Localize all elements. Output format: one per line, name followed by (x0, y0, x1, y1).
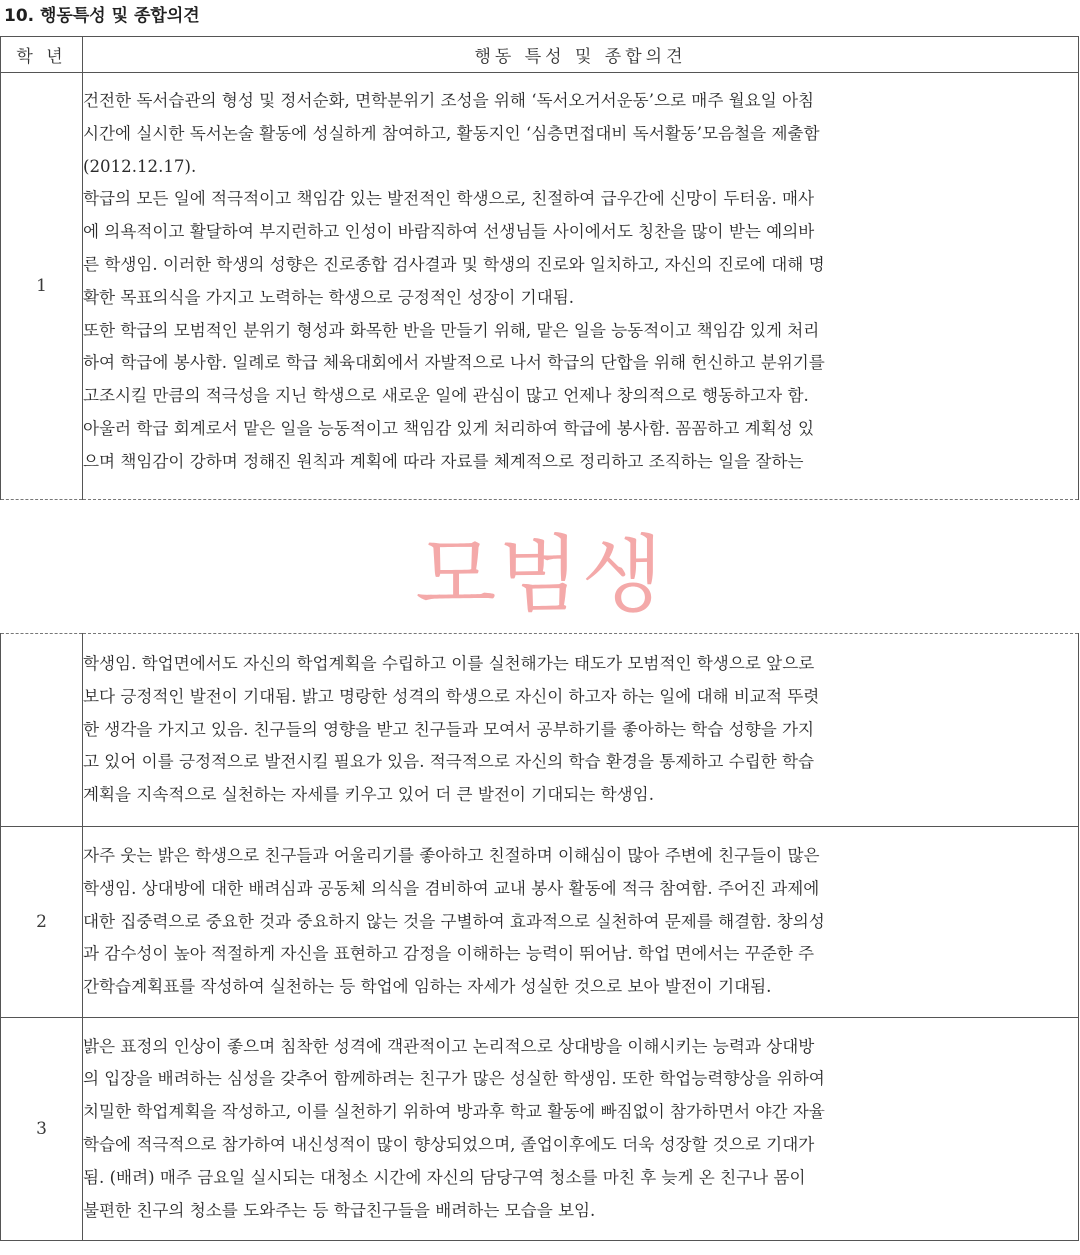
text-line: 으며 책임감이 강하며 정해진 원칙과 계획에 따라 자료를 체계적으로 정리하고 조직하는 일을 잘하는 (83, 451, 804, 471)
text-line: 불편한 친구의 청소를 도와주는 등 학급친구들을 배려하는 모습을 보임. (83, 1200, 596, 1220)
text-line: 확한 목표의식을 가지고 노력하는 학생으로 긍정적인 성장이 기대됨. (83, 287, 575, 307)
text-line: (2012.12.17). (83, 156, 197, 176)
text-line: 의 입장을 배려하는 심성을 갖추어 함께하려는 친구가 많은 성실한 학생임. 또한 학업능력향상을 위하여 (83, 1069, 825, 1089)
year-cell: 3 (1, 1018, 83, 1241)
year-column-header: 학 년 (1, 37, 83, 73)
table-row-continued (1, 634, 1079, 827)
table-row-year-1 (1, 73, 1079, 500)
text-line: 학급의 모든 일에 적극적이고 책임감 있는 발전적인 학생으로, 친절하여 급우간에 신망이 두터움. 매사 (83, 189, 815, 209)
text-line: 하여 학급에 봉사함. 일례로 학급 체육대회에서 자발적으로 나서 학급의 단합을 위해 헌신하고 분위기를 (83, 353, 825, 373)
table-header-row (1, 37, 1079, 73)
opinion-column-header: 행동 특성 및 종합의견 (83, 37, 1079, 73)
behavior-table-part-1 (0, 36, 1079, 500)
text-line: 아울러 학급 회계로서 맡은 일을 능동적이고 책임감 있게 처리하여 학급에 봉사함. 꼼꼼하고 계획성 있 (83, 418, 815, 438)
watermark-text: 모범생 (415, 526, 665, 624)
text-line: 에 의욕적이고 활달하여 부지런하고 인성이 바람직하여 선생님들 사이에서도 칭찬을 많이 받는 예의바 (83, 222, 815, 242)
text-line: 자주 웃는 밝은 학생으로 친구들과 어울리기를 좋아하고 친절하며 이해심이 많아 주변에 친구들이 많은 (83, 846, 820, 865)
text-line: 계획을 지속적으로 실천하는 자세를 키우고 있어 더 큰 발전이 기대되는 학생임. (83, 785, 654, 805)
text-line: 고 있어 이를 긍정적으로 발전시킬 필요가 있음. 적극적으로 자신의 학습 환경을 통제하고 수립한 학습 (83, 752, 815, 772)
text-line: 학습에 적극적으로 참가하여 내신성적이 많이 향상되었으며, 졸업이후에도 더욱 성장할 것으로 기대가 (83, 1135, 815, 1154)
text-line: 간학습계획표를 작성하여 실천하는 등 학업에 임하는 자세가 성실한 것으로 보아 발전이 기대됨. (83, 977, 772, 997)
behavior-table-part-2 (0, 633, 1079, 1241)
section-title: 10. 행동특성 및 종합의견 (4, 6, 200, 26)
opinion-cell (83, 1018, 1079, 1241)
text-line: 밝은 표정의 인상이 좋으며 침착한 성격에 객관적이고 논리적으로 상대방을 이해시키는 능력과 상대방 (83, 1036, 815, 1056)
opinion-cell (83, 634, 1079, 827)
text-line: 한 생각을 가지고 있음. 친구들의 영향을 받고 친구들과 모여서 공부하기를 좋아하는 학습 성향을 가지 (83, 719, 815, 739)
table-row-year-2 (1, 827, 1079, 1018)
text-line: 학생임. 상대방에 대한 배려심과 공동체 의식을 겸비하여 교내 봉사 활동에 적극 참여함. 주어진 과제에 (83, 878, 820, 898)
opinion-cell (83, 73, 1079, 500)
year-cell: 2 (1, 827, 83, 1018)
table-row-year-3 (1, 1018, 1079, 1241)
text-line: 학생임. 학업면에서도 자신의 학업계획을 수립하고 이를 실천해가는 태도가 모범적인 학생으로 앞으로 (83, 654, 815, 673)
text-line: 건전한 독서습관의 형성 및 정서순화, 면학분위기 조성을 위해 ‘독서오거서운동’으로 매주 월요일 아침 (83, 91, 815, 110)
text-line: 과 감수성이 높아 적절하게 자신을 표현하고 감정을 이해하는 능력이 뛰어남. 학업 면에서는 꾸준한 주 (83, 944, 815, 964)
year-cell: 1 (1, 73, 83, 500)
year-cell (1, 634, 83, 827)
text-line: 대한 집중력으로 중요한 것과 중요하지 않는 것을 구별하여 효과적으로 실천하여 문제를 해결함. 창의성 (83, 911, 825, 931)
text-line: 보다 긍정적인 발전이 기대됨. 밝고 명랑한 성격의 학생으로 자신이 하고자 하는 일에 대해 비교적 뚜렷 (83, 686, 820, 706)
opinion-cell (83, 827, 1079, 1018)
text-line: 또한 학급의 모범적인 분위기 형성과 화목한 반을 만들기 위해, 맡은 일을 능동적이고 책임감 있게 처리 (83, 320, 820, 340)
text-line: 시간에 실시한 독서논술 활동에 성실하게 참여하고, 활동지인 ‘심층면접대비 독서활동’모음철을 제출함 (83, 123, 820, 143)
text-line: 고조시킬 만큼의 적극성을 지닌 학생으로 새로운 일에 관심이 많고 언제나 창의적으로 행동하고자 함. (83, 386, 809, 406)
text-line: 치밀한 학업계획을 작성하고, 이를 실천하기 위하여 방과후 학교 활동에 빠짐없이 참가하면서 야간 자율 (83, 1102, 825, 1122)
text-line: 됨. (배려) 매주 금요일 실시되는 대청소 시간에 자신의 담당구역 청소를 마친 후 늦게 온 친구나 몸이 (83, 1167, 806, 1187)
text-line: 른 학생임. 이러한 학생의 성향은 진로종합 검사결과 및 학생의 진로와 일치하고, 자신의 진로에 대해 명 (83, 254, 825, 274)
